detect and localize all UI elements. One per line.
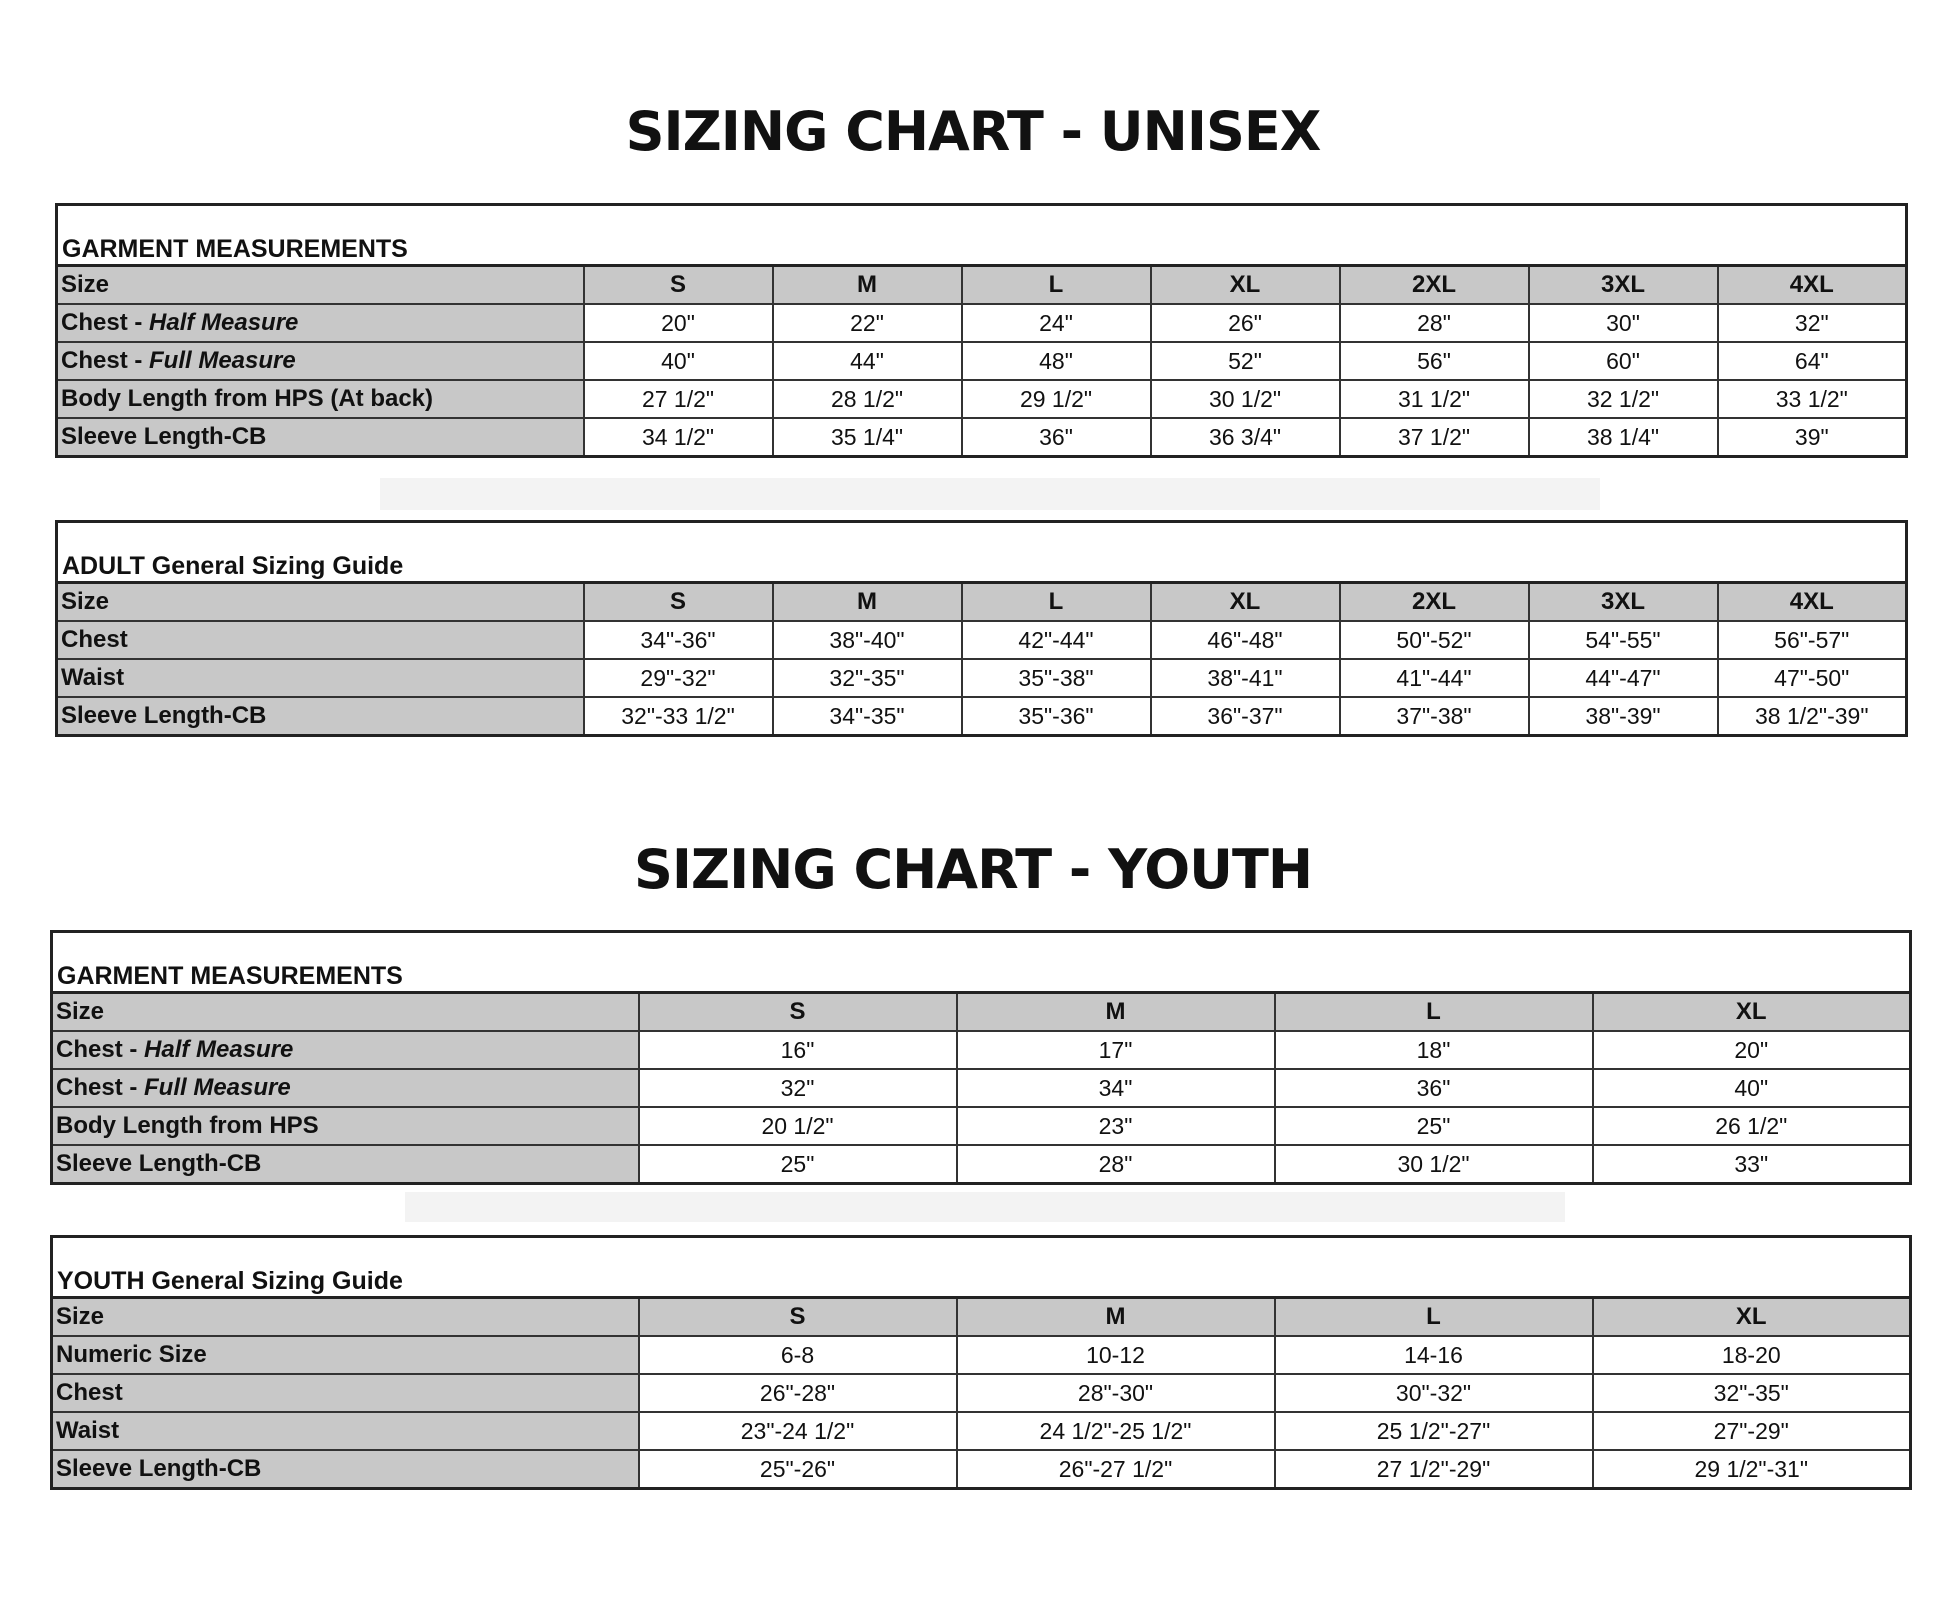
table-row bbox=[57, 621, 1907, 659]
table-cell: 31 1/2" bbox=[1340, 380, 1529, 418]
table-title-row bbox=[52, 932, 1911, 993]
table-cell: 46"-48" bbox=[1151, 621, 1340, 659]
size-column-header: 3XL bbox=[1529, 583, 1718, 622]
table-cell: 38"-40" bbox=[773, 621, 962, 659]
table-cell: 26" bbox=[1151, 304, 1340, 342]
table-cell: 30 1/2" bbox=[1275, 1145, 1593, 1184]
row-label-text: Chest - bbox=[61, 347, 150, 374]
table-cell: 6-8 bbox=[639, 1336, 957, 1374]
table-cell: 54"-55" bbox=[1529, 621, 1718, 659]
row-label-italic: Full Measure bbox=[144, 1074, 291, 1101]
row-label bbox=[57, 621, 584, 659]
youth-heading: SIZING CHART - YOUTH bbox=[633, 838, 1313, 901]
table-cell: 25"-26" bbox=[639, 1450, 957, 1489]
table-cell: 44"-47" bbox=[1529, 659, 1718, 697]
table-row bbox=[52, 1374, 1911, 1412]
size-column-header: XL bbox=[1151, 266, 1340, 305]
table-cell: 64" bbox=[1718, 342, 1907, 380]
table-cell: 42"-44" bbox=[962, 621, 1151, 659]
table-cell: 36"-37" bbox=[1151, 697, 1340, 736]
table-cell: 35 1/4" bbox=[773, 418, 962, 457]
table-cell: 56"-57" bbox=[1718, 621, 1907, 659]
table-cell: 38"-41" bbox=[1151, 659, 1340, 697]
size-column-header: M bbox=[957, 993, 1275, 1032]
size-header-row bbox=[57, 266, 1907, 305]
row-label-text: Waist bbox=[61, 664, 125, 691]
table-cell: 28"-30" bbox=[957, 1374, 1275, 1412]
table-cell: 30"-32" bbox=[1275, 1374, 1593, 1412]
row-label-italic: Full Measure bbox=[149, 347, 296, 374]
table-cell: 29 1/2" bbox=[962, 380, 1151, 418]
table-cell: 20" bbox=[1593, 1031, 1911, 1069]
size-header-row bbox=[57, 583, 1907, 622]
table-cell: 28" bbox=[957, 1145, 1275, 1184]
table-cell: 33" bbox=[1593, 1145, 1911, 1184]
table-cell: 25" bbox=[1275, 1107, 1593, 1145]
table-row bbox=[52, 1107, 1911, 1145]
size-column-header: XL bbox=[1593, 993, 1911, 1032]
table-cell: 32"-35" bbox=[773, 659, 962, 697]
table-row bbox=[52, 1145, 1911, 1184]
size-label: Size bbox=[57, 583, 584, 622]
unisex-garment-table bbox=[55, 203, 1908, 458]
row-label bbox=[52, 1412, 639, 1450]
table-row bbox=[52, 1450, 1911, 1489]
size-header-row bbox=[52, 993, 1911, 1032]
table-cell: 34 1/2" bbox=[584, 418, 773, 457]
table-cell: 48" bbox=[962, 342, 1151, 380]
table-title: ADULT General Sizing Guide bbox=[57, 522, 1907, 583]
table-row bbox=[57, 659, 1907, 697]
size-label: Size bbox=[52, 993, 639, 1032]
table-cell: 29 1/2"-31" bbox=[1593, 1450, 1911, 1489]
table-cell: 37"-38" bbox=[1340, 697, 1529, 736]
table-cell: 30 1/2" bbox=[1151, 380, 1340, 418]
youth-guide-table bbox=[50, 1235, 1912, 1490]
unisex-guide-table bbox=[55, 520, 1908, 737]
row-label-text: Sleeve Length-CB bbox=[61, 702, 267, 729]
table-cell: 38"-39" bbox=[1529, 697, 1718, 736]
table-row bbox=[52, 1336, 1911, 1374]
table-cell: 25 1/2"-27" bbox=[1275, 1412, 1593, 1450]
table-cell: 38 1/4" bbox=[1529, 418, 1718, 457]
table-cell: 30" bbox=[1529, 304, 1718, 342]
size-column-header: 3XL bbox=[1529, 266, 1718, 305]
youth-garment-table bbox=[50, 930, 1912, 1185]
unisex-heading: SIZING CHART - UNISEX bbox=[625, 100, 1321, 163]
row-label bbox=[57, 418, 584, 457]
table-cell: 41"-44" bbox=[1340, 659, 1529, 697]
table-cell: 50"-52" bbox=[1340, 621, 1529, 659]
row-label-text: Chest bbox=[61, 626, 128, 653]
size-column-header: M bbox=[957, 1298, 1275, 1337]
table-cell: 32"-33 1/2" bbox=[584, 697, 773, 736]
table-cell: 52" bbox=[1151, 342, 1340, 380]
table-cell: 26"-27 1/2" bbox=[957, 1450, 1275, 1489]
table-cell: 26"-28" bbox=[639, 1374, 957, 1412]
row-label-text: Numeric Size bbox=[56, 1341, 207, 1368]
size-column-header: XL bbox=[1151, 583, 1340, 622]
row-label-text: Chest - bbox=[61, 309, 150, 336]
table-cell: 28 1/2" bbox=[773, 380, 962, 418]
size-column-header: L bbox=[962, 583, 1151, 622]
row-label-text: Body Length from HPS bbox=[56, 1112, 319, 1139]
row-label-text: Sleeve Length-CB bbox=[56, 1150, 262, 1177]
table-title: GARMENT MEASUREMENTS bbox=[52, 932, 1911, 993]
table-cell: 18-20 bbox=[1593, 1336, 1911, 1374]
table-cell: 32" bbox=[639, 1069, 957, 1107]
size-column-header: S bbox=[584, 266, 773, 305]
size-label: Size bbox=[57, 266, 584, 305]
size-column-header: S bbox=[584, 583, 773, 622]
table-cell: 32 1/2" bbox=[1529, 380, 1718, 418]
table-row bbox=[52, 1412, 1911, 1450]
table-cell: 18" bbox=[1275, 1031, 1593, 1069]
row-label bbox=[52, 1107, 639, 1145]
size-column-header: 2XL bbox=[1340, 583, 1529, 622]
size-column-header: 4XL bbox=[1718, 266, 1907, 305]
table-cell: 37 1/2" bbox=[1340, 418, 1529, 457]
table-cell: 36 3/4" bbox=[1151, 418, 1340, 457]
table-title-row bbox=[57, 522, 1907, 583]
size-label: Size bbox=[52, 1298, 639, 1337]
size-column-header: L bbox=[1275, 1298, 1593, 1337]
row-label-text: Waist bbox=[56, 1417, 120, 1444]
size-column-header: S bbox=[639, 993, 957, 1032]
size-column-header: 4XL bbox=[1718, 583, 1907, 622]
row-label-italic: Half Measure bbox=[144, 1036, 294, 1063]
table-cell: 39" bbox=[1718, 418, 1907, 457]
table-cell: 20" bbox=[584, 304, 773, 342]
table-cell: 40" bbox=[1593, 1069, 1911, 1107]
table-cell: 35"-36" bbox=[962, 697, 1151, 736]
table-cell: 34"-35" bbox=[773, 697, 962, 736]
row-label-text: Sleeve Length-CB bbox=[61, 423, 267, 450]
shade-band bbox=[380, 478, 1600, 510]
size-header-row bbox=[52, 1298, 1911, 1337]
size-column-header: L bbox=[962, 266, 1151, 305]
table-cell: 40" bbox=[584, 342, 773, 380]
shade-band bbox=[405, 1192, 1565, 1222]
row-label bbox=[57, 342, 584, 380]
table-cell: 36" bbox=[962, 418, 1151, 457]
table-cell: 23"-24 1/2" bbox=[639, 1412, 957, 1450]
table-row bbox=[57, 697, 1907, 736]
table-cell: 36" bbox=[1275, 1069, 1593, 1107]
row-label-text: Sleeve Length-CB bbox=[56, 1455, 262, 1482]
table-title-row bbox=[52, 1237, 1911, 1298]
row-label bbox=[52, 1336, 639, 1374]
table-cell: 20 1/2" bbox=[639, 1107, 957, 1145]
table-title: YOUTH General Sizing Guide bbox=[52, 1237, 1911, 1298]
size-column-header: XL bbox=[1593, 1298, 1911, 1337]
table-cell: 27 1/2" bbox=[584, 380, 773, 418]
table-cell: 34"-36" bbox=[584, 621, 773, 659]
table-cell: 35"-38" bbox=[962, 659, 1151, 697]
table-cell: 10-12 bbox=[957, 1336, 1275, 1374]
table-cell: 17" bbox=[957, 1031, 1275, 1069]
table-row bbox=[57, 380, 1907, 418]
size-column-header: 2XL bbox=[1340, 266, 1529, 305]
table-cell: 29"-32" bbox=[584, 659, 773, 697]
table-row bbox=[57, 418, 1907, 457]
table-title-row bbox=[57, 205, 1907, 266]
table-row bbox=[52, 1031, 1911, 1069]
row-label bbox=[52, 1450, 639, 1489]
table-cell: 27 1/2"-29" bbox=[1275, 1450, 1593, 1489]
row-label bbox=[52, 1031, 639, 1069]
size-column-header: L bbox=[1275, 993, 1593, 1032]
table-cell: 56" bbox=[1340, 342, 1529, 380]
row-label-text: Chest - bbox=[56, 1074, 145, 1101]
row-label bbox=[57, 380, 584, 418]
row-label bbox=[57, 697, 584, 736]
row-label-text: Body Length from HPS (At back) bbox=[61, 385, 434, 412]
row-label-text: Chest - bbox=[56, 1036, 145, 1063]
table-cell: 25" bbox=[639, 1145, 957, 1184]
table-cell: 24" bbox=[962, 304, 1151, 342]
table-cell: 32"-35" bbox=[1593, 1374, 1911, 1412]
table-cell: 26 1/2" bbox=[1593, 1107, 1911, 1145]
table-cell: 34" bbox=[957, 1069, 1275, 1107]
table-cell: 23" bbox=[957, 1107, 1275, 1145]
row-label bbox=[52, 1374, 639, 1412]
size-column-header: M bbox=[773, 583, 962, 622]
row-label-italic: Half Measure bbox=[149, 309, 299, 336]
table-cell: 33 1/2" bbox=[1718, 380, 1907, 418]
table-row bbox=[57, 342, 1907, 380]
size-column-header: M bbox=[773, 266, 962, 305]
row-label-text: Chest bbox=[56, 1379, 123, 1406]
row-label bbox=[52, 1145, 639, 1184]
table-cell: 27"-29" bbox=[1593, 1412, 1911, 1450]
table-cell: 22" bbox=[773, 304, 962, 342]
row-label bbox=[52, 1069, 639, 1107]
table-cell: 28" bbox=[1340, 304, 1529, 342]
table-cell: 24 1/2"-25 1/2" bbox=[957, 1412, 1275, 1450]
table-cell: 60" bbox=[1529, 342, 1718, 380]
row-label bbox=[57, 659, 584, 697]
table-row bbox=[52, 1069, 1911, 1107]
table-cell: 38 1/2"-39" bbox=[1718, 697, 1907, 736]
table-cell: 47"-50" bbox=[1718, 659, 1907, 697]
row-label bbox=[57, 304, 584, 342]
table-cell: 16" bbox=[639, 1031, 957, 1069]
table-cell: 32" bbox=[1718, 304, 1907, 342]
table-title: GARMENT MEASUREMENTS bbox=[57, 205, 1907, 266]
table-cell: 44" bbox=[773, 342, 962, 380]
table-cell: 14-16 bbox=[1275, 1336, 1593, 1374]
table-row bbox=[57, 304, 1907, 342]
size-column-header: S bbox=[639, 1298, 957, 1337]
